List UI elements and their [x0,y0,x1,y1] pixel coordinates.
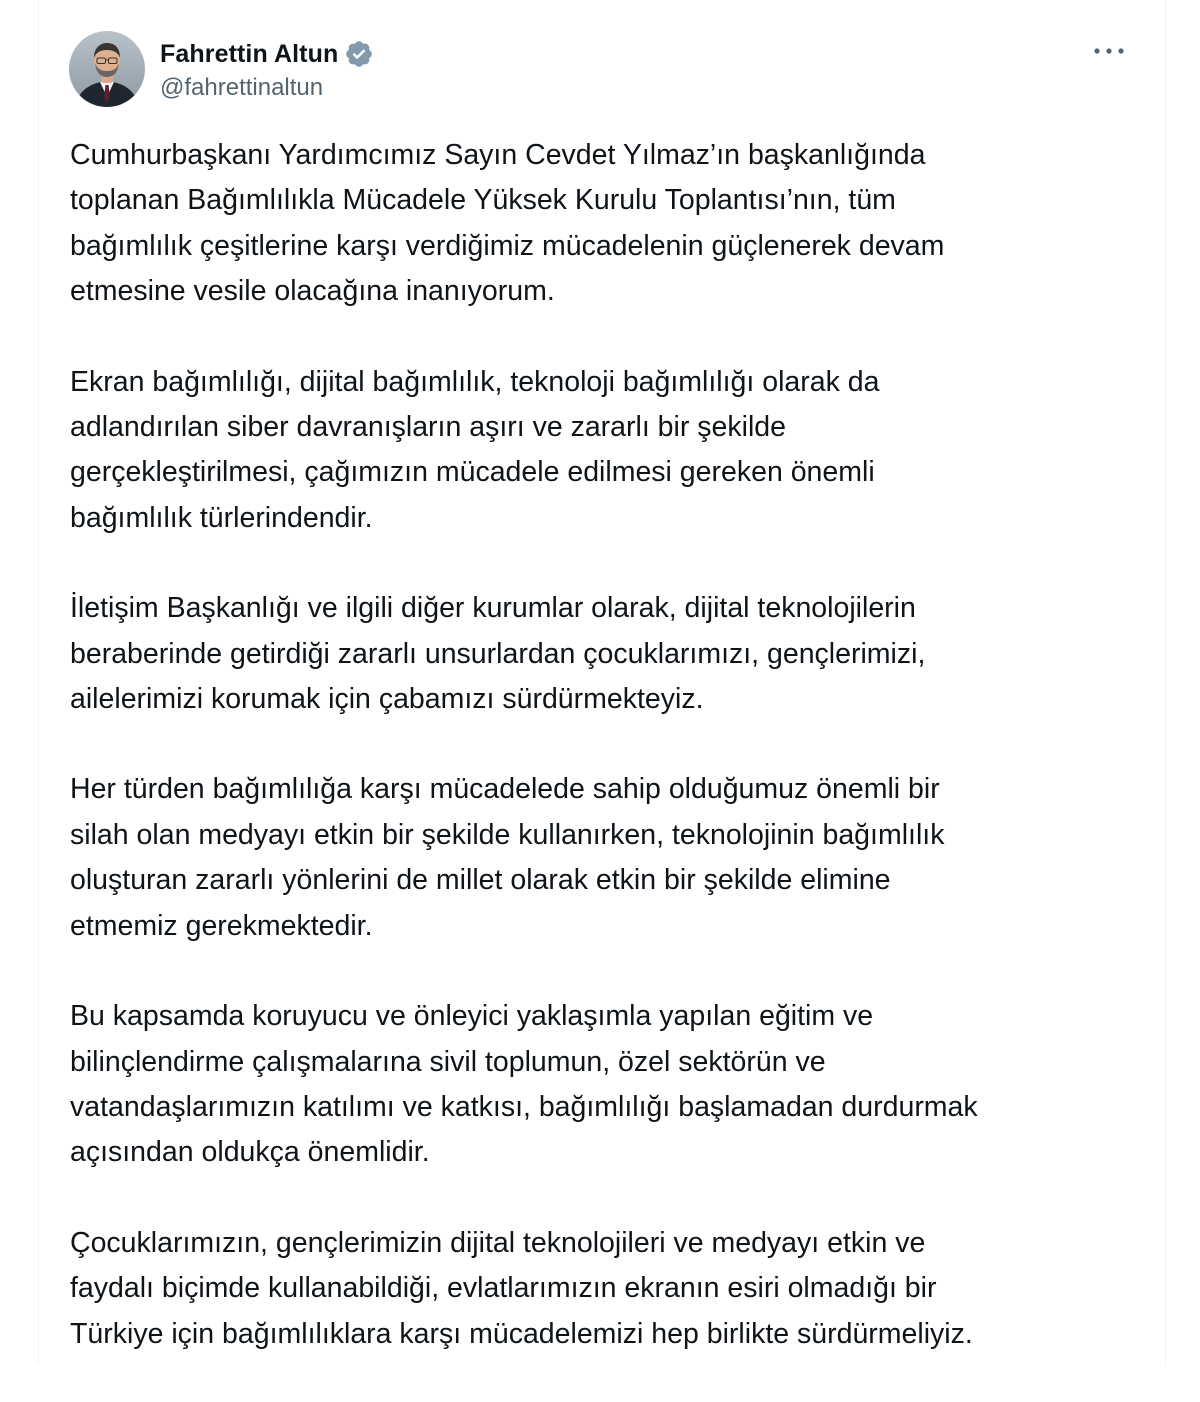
avatar[interactable] [69,31,145,107]
more-options-button[interactable] [1087,38,1131,64]
verified-badge-icon[interactable] [344,39,374,69]
tweet-paragraph-2: Ekran bağımlılığı, dijital bağımlılık, teknoloji bağımlılığı olarak da adlandırılan siber davranışların aşırı ve zararlı bir şekilde gerçekleştirilmesi, çağımızın mücadele edilmesi gereken önemli bağımlılık türlerindendir. [70,365,880,534]
author-handle[interactable]: @fahrettinaltun [160,74,324,101]
tweet-paragraph-5: Bu kapsamda koruyucu ve önleyici yaklaşımla yapılan eğitim ve bilinçlendirme çalışmalarına sivil toplumun, özel sektörün ve vatandaşlarımızın katılımı ve katkısı, bağımlılığı başlamadan durdurmak açısından oldukça önemlidir. [70,1000,978,1169]
tweet-paragraph-3: İletişim Başkanlığı ve ilgili diğer kurumlar olarak, dijital teknolojilerin beraberinde getirdiği zararlı unsurlardan çocuklarımızı, gençlerimizi, ailelerimizi korumak için çabamızı sürdürmekteyiz. [70,592,926,716]
tweet-header [69,30,374,108]
tweet-card [38,0,1166,1364]
name-row [160,36,374,72]
more-horizontal-icon [1093,47,1125,55]
author-display-name[interactable]: Fahrettin Altun [160,39,339,68]
author-identity [160,36,374,102]
tweet-paragraph-1: Cumhurbaşkanı Yardımcımız Sayın Cevdet Yılmaz’ın başkanlığında toplanan Bağımlılıkla Mücadele Yüksek Kurulu Toplantısı’nın, tüm bağımlılık çeşitlerine karşı verdiğimiz mücadelenin güçlenerek devam etmesine vesile olacağına inanıyorum. [70,139,945,308]
tweet-paragraph-4: Her türden bağımlılığa karşı mücadelede sahip olduğumuz önemli bir silah olan medyayı etkin bir şekilde kullanırken, teknolojinin bağımlılık oluşturan zararlı yönlerini de millet olarak etkin bir şekilde elimine etmemiz gerekmektedir. [70,773,945,942]
tweet-text [70,133,1140,1402]
tweet-paragraph-6: Çocuklarımızın, gençlerimizin dijital teknolojileri ve medyayı etkin ve faydalı biçimde kullanabildiği, evlatlarımızın ekranın esiri olmadığı bir Türkiye için bağımlılıklara karşı mücadelemizi hep birlikte sürdürmeliyiz. [70,1226,973,1350]
